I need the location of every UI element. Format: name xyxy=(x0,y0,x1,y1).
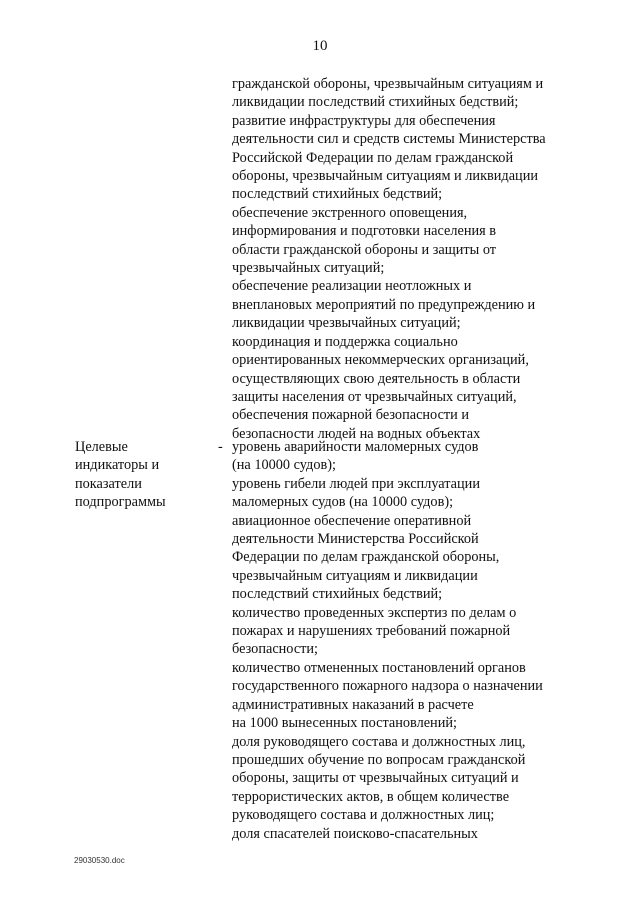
indicator-line: (на 10000 судов); xyxy=(232,457,336,474)
indicator-line: чрезвычайным ситуациям и ликвидации xyxy=(232,567,478,584)
indicator-line: обороны, защиты от чрезвычайных ситуаций и xyxy=(232,770,519,787)
indicator-line: государственного пожарного надзора о назначении xyxy=(232,678,543,695)
indicator-line: маломерных судов (на 10000 судов); xyxy=(232,494,454,511)
indicator-line: Федерации по делам гражданской обороны, xyxy=(232,549,500,566)
text-line: обороны, чрезвычайным ситуациям и ликвидации xyxy=(232,168,538,185)
indicator-line: количество проведенных экспертиз по делам о xyxy=(232,604,517,621)
indicator-line: безопасности; xyxy=(232,641,319,658)
text-line: ликвидации последствий стихийных бедствий; xyxy=(232,94,519,111)
text-line: области гражданской обороны и защиты от xyxy=(232,241,497,258)
text-line: осуществляющих свою деятельность в области xyxy=(232,370,521,387)
indicator-line: террористических актов, в общем количестве xyxy=(232,788,510,805)
indicator-line: административных наказаний в расчете xyxy=(232,696,474,713)
text-line: ориентированных некоммерческих организаций, xyxy=(232,352,529,369)
page-number: 10 xyxy=(312,38,328,54)
section-label-line: Целевые xyxy=(75,439,128,455)
indicator-line: количество отмененных постановлений органов xyxy=(232,659,526,676)
text-line: защиты населения от чрезвычайных ситуаций, xyxy=(232,388,517,405)
section-label-line: индикаторы и xyxy=(75,457,160,474)
text-line: информирования и подготовки населения в xyxy=(232,223,497,240)
indicator-line: на 1000 вынесенных постановлений; xyxy=(232,715,457,732)
footer-filename: 29030530.doc xyxy=(74,856,125,865)
text-line: внеплановых мероприятий по предупреждению и xyxy=(232,296,536,313)
indicator-line: последствий стихийных бедствий; xyxy=(232,586,443,603)
text-line: Российской Федерации по делам гражданской xyxy=(232,149,514,166)
text-line: гражданской обороны, чрезвычайным ситуациям и xyxy=(232,76,544,92)
indicator-line: пожарах и нарушениях требований пожарной xyxy=(232,623,511,640)
section-label xyxy=(75,438,215,512)
indicator-line: прошедших обучение по вопросам гражданской xyxy=(232,751,526,768)
text-line: чрезвычайных ситуаций; xyxy=(232,260,385,277)
indicator-line: руководящего состава и должностных лиц; xyxy=(232,807,495,824)
text-line: последствий стихийных бедствий; xyxy=(232,186,443,203)
section-dash: - xyxy=(218,439,223,455)
continuation-text xyxy=(232,75,592,443)
text-line: обеспечение экстренного оповещения, xyxy=(232,204,468,221)
text-line: развитие инфраструктуры для обеспечения xyxy=(232,112,496,129)
text-line: безопасности людей на водных объектах xyxy=(232,425,481,442)
text-line: деятельности сил и средств системы Министерства xyxy=(232,131,546,148)
section-label-line: показатели xyxy=(75,475,142,492)
indicator-line: деятельности Министерства Российской xyxy=(232,531,479,548)
text-line: обеспечение реализации неотложных и xyxy=(232,278,472,295)
indicator-line: уровень аварийности маломерных судов xyxy=(232,439,479,455)
text-line: координация и поддержка социально xyxy=(232,333,458,350)
indicator-line: доля спасателей поисково-спасательных xyxy=(232,825,478,842)
text-line: ликвидации чрезвычайных ситуаций; xyxy=(232,315,461,332)
indicator-line: доля руководящего состава и должностных лиц, xyxy=(232,733,526,750)
indicator-line: уровень гибели людей при эксплуатации xyxy=(232,475,480,492)
section-label-line: подпрограммы xyxy=(75,494,166,511)
text-line: обеспечения пожарной безопасности и xyxy=(232,407,470,424)
indicators-text xyxy=(232,438,592,843)
indicator-line: авиационное обеспечение оперативной xyxy=(232,512,472,529)
